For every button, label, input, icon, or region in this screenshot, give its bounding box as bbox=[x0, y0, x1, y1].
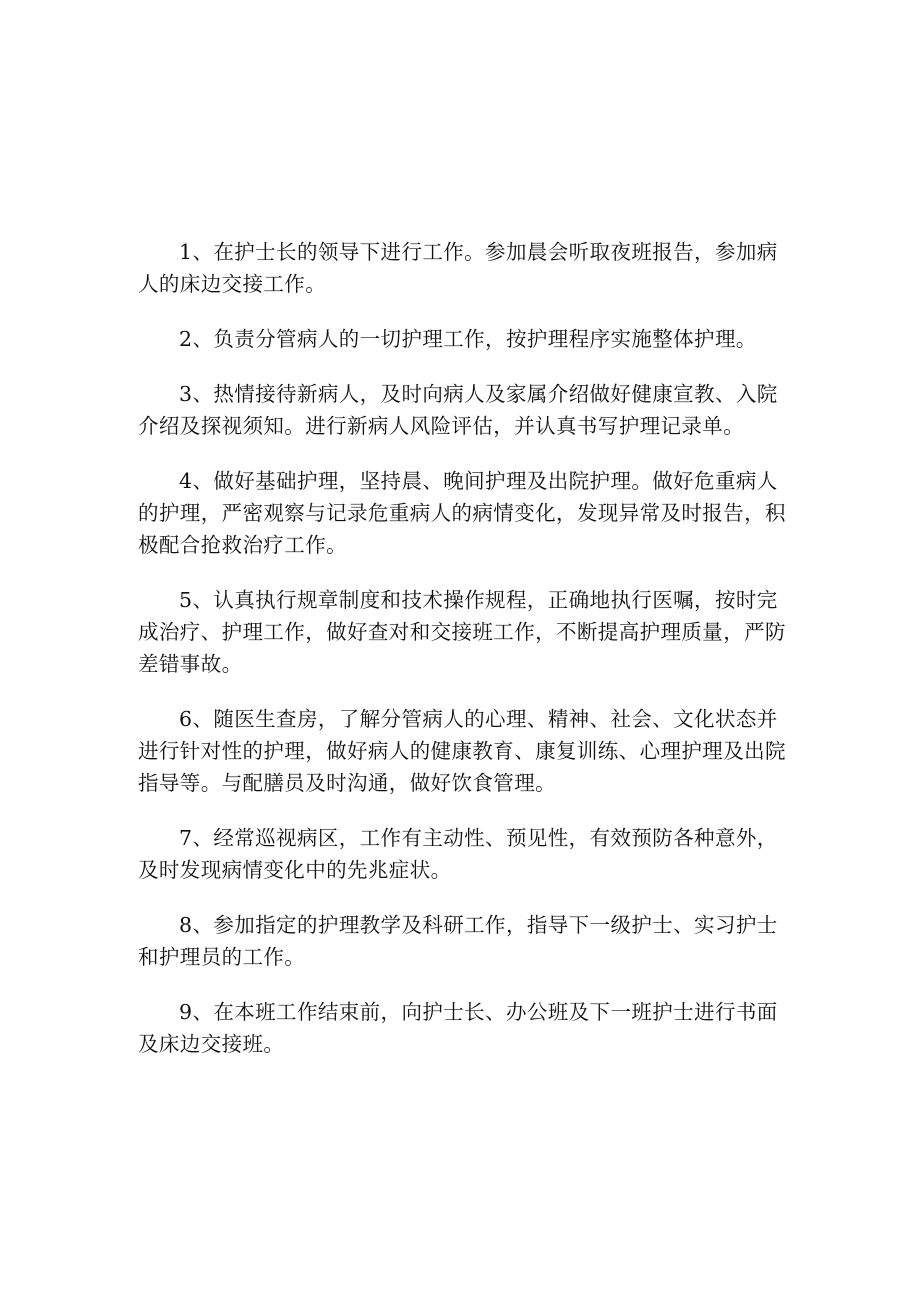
document-body bbox=[138, 236, 786, 1083]
paragraph-3: 3、热情接待新病人，及时向病人及家属介绍做好健康宣教、入院介绍及探视须知。进行新病人风险评估，并认真书写护理记录单。 bbox=[138, 382, 778, 438]
paragraph-7: 7、经常巡视病区，工作有主动性、预见性，有效预防各种意外，及时发现病情变化中的先兆症状。 bbox=[138, 826, 778, 882]
paragraph-6: 6、随医生查房，了解分管病人的心理、精神、社会、文化状态并进行针对性的护理，做好病人的健康教育、康复训练、心理护理及出院指导等。与配膳员及时沟通，做好饮食管理。 bbox=[138, 707, 786, 795]
paragraph-8: 8、参加指定的护理教学及科研工作，指导下一级护士、实习护士和护理员的工作。 bbox=[138, 913, 778, 969]
paragraph-2: 2、负责分管病人的一切护理工作，按护理程序实施整体护理。 bbox=[179, 327, 757, 351]
paragraph-5: 5、认真执行规章制度和技术操作规程，正确地执行医嘱，按时完成治疗、护理工作，做好查对和交接班工作，不断提高护理质量，严防差错事故。 bbox=[138, 588, 786, 676]
paragraph-4: 4、做好基础护理，坚持晨、晚间护理及出院护理。做好危重病人的护理，严密观察与记录危重病人的病情变化，发现异常及时报告，积极配合抢救治疗工作。 bbox=[138, 469, 786, 557]
paragraph-1: 1、在护士长的领导下进行工作。参加晨会听取夜班报告，参加病人的床边交接工作。 bbox=[138, 240, 778, 296]
paragraph-9: 9、在本班工作结束前，向护士长、办公班及下一班护士进行书面及床边交接班。 bbox=[138, 1000, 778, 1056]
